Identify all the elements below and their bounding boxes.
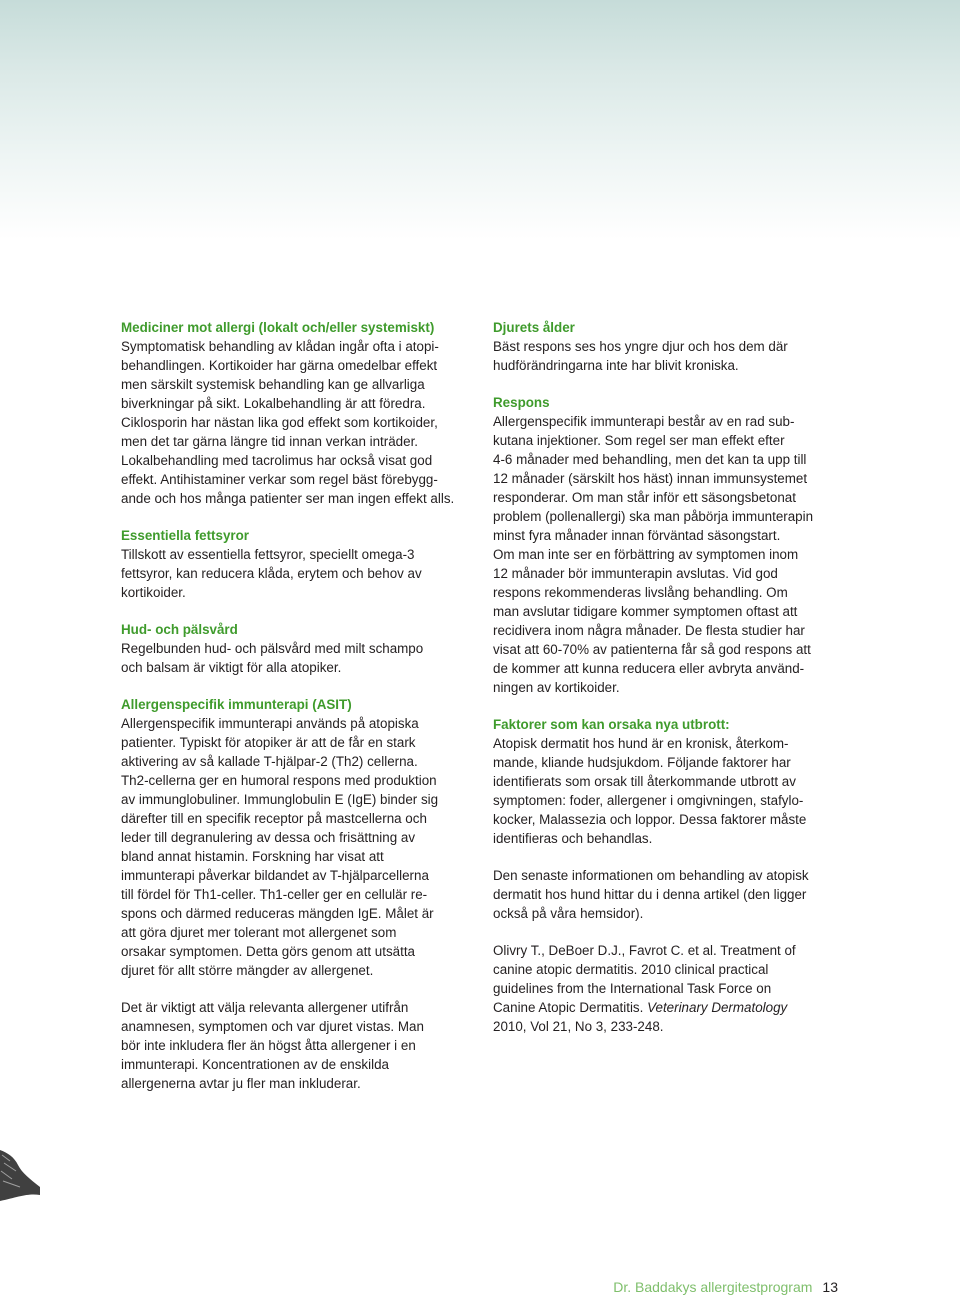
text-line: hudförändringarna inte har blivit kroniska. [493, 358, 739, 373]
text-line: Symptomatisk behandling av klådan ingår ofta i atopi- [121, 339, 439, 354]
section-body-skin-care [121, 639, 473, 677]
section-heading-skin-care: Hud- och pälsvård [121, 622, 238, 637]
text-line: Th2-cellerna ger en humoral respons med produktion [121, 773, 437, 788]
text-line: Olivry T., DeBoer D.J., Favrot C. et al. Treatment of [493, 943, 796, 958]
section-body-animal-age [493, 337, 843, 375]
text-line: 2010, Vol 21, No 3, 233-248. [493, 1019, 664, 1034]
text-line: Allergenspecifik immunterapi består av en rad sub- [493, 414, 795, 429]
text-line: till fördel för Th1-celler. Th1-celler ger en cellulär re- [121, 887, 428, 902]
text-line: immunterapi påverkar bildandet av T-hjälparcellerna [121, 868, 429, 883]
section-skin-care [121, 620, 473, 677]
text-line: 12 månader bör immunterapin avslutas. Vid god [493, 566, 778, 581]
text-line: Om man inte ser en förbättring av symptomen inom [493, 547, 799, 562]
text-line: Allergenspecifik immunterapi används på atopiska [121, 716, 419, 731]
right-column [493, 318, 843, 1054]
left-column [121, 318, 473, 1111]
text-line: identifieras och behandlas. [493, 831, 653, 846]
section-heading-animal-age: Djurets ålder [493, 320, 575, 335]
text-line: Bäst respons ses hos yngre djur och hos dem där [493, 339, 788, 354]
section-heading-flare-factors: Faktorer som kan orsaka nya utbrott: [493, 717, 730, 732]
text-line: och balsam är viktigt för alla atopiker. [121, 660, 342, 675]
text-line: mande, kliande hudsjukdom. Följande faktorer har [493, 755, 791, 770]
section-body-asit-allergen-selection [121, 998, 473, 1093]
text-line: recidivera inom några månader. De flesta studier har [493, 623, 805, 638]
text-line: bör inte inkludera fler än högst åtta allergener i en [121, 1038, 416, 1053]
text-line: fettsyror, kan reducera klåda, erytem och behov av [121, 566, 422, 581]
dog-fur-decoration [0, 1135, 40, 1205]
text-line: Lokalbehandling med tacrolimus har också visat god [121, 453, 433, 468]
journal-title: Veterinary Dermatology [647, 1000, 788, 1015]
section-animal-age [493, 318, 843, 375]
text-line: Atopisk dermatit hos hund är en kronisk, återkom- [493, 736, 789, 751]
header-gradient-band [0, 0, 960, 240]
text-line: också på våra hemsidor). [493, 906, 644, 921]
text-line: dermatit hos hund hittar du i denna artikel (den ligger [493, 887, 807, 902]
text-line: canine atopic dermatitis. 2010 clinical practical [493, 962, 769, 977]
text-line: anamnesen, symptomen och var djuret vistas. Man [121, 1019, 424, 1034]
section-heading-fatty-acids: Essentiella fettsyror [121, 528, 250, 543]
text-line: patienter. Typiskt för atopiker är att de får en stark [121, 735, 416, 750]
text-line: allergenerna avtar ju fler man inkluderar. [121, 1076, 361, 1091]
text-line: kutana injektioner. Som regel ser man effekt efter [493, 433, 785, 448]
text-line: Regelbunden hud- och pälsvård med milt schampo [121, 641, 424, 656]
text-line: kortikoider. [121, 585, 186, 600]
text-line: spons och därmed reduceras mängden IgE. Målet är [121, 906, 434, 921]
section-fatty-acids [121, 526, 473, 602]
text-line: kocker, Malassezia och loppor. Dessa faktorer måste [493, 812, 807, 827]
publication-title: Dr. Baddakys allergitestprogram [613, 1279, 813, 1295]
reference-citation [493, 941, 843, 1036]
text-line [493, 998, 843, 1017]
section-heading-medicines: Mediciner mot allergi (lokalt och/eller systemiskt) [121, 320, 435, 335]
text-line: 4-6 månader med behandling, men det kan ta upp till [493, 452, 807, 467]
text-line: problem (pollenallergi) ska man påbörja immunterapin [493, 509, 814, 524]
section-body-medicines [121, 337, 473, 508]
page-footer [560, 1278, 838, 1296]
section-heading-response: Respons [493, 395, 550, 410]
text-line: de kommer att kunna reducera eller avbryta använd- [493, 661, 805, 676]
text-line: orsakar symptomen. Detta görs genom att utsätta [121, 944, 415, 959]
text-line: behandlingen. Kortikoider har gärna omedelbar effekt [121, 358, 438, 373]
page-number: 13 [822, 1279, 838, 1295]
text-line: men det tar gärna längre tid innan verkan inträder. [121, 434, 419, 449]
text-line: av immunglobuliner. Immunglobulin E (IgE) binder sig [121, 792, 439, 807]
text-line: därefter till en specifik receptor på mastcellerna och [121, 811, 427, 826]
section-body-fatty-acids [121, 545, 473, 602]
text-line: bland annat histamin. Forskning har visat att [121, 849, 384, 864]
section-flare-factors [493, 715, 843, 1036]
text-line: aktivering av så kallade T-hjälpar-2 (Th2) cellerna. [121, 754, 418, 769]
text-line: 12 månader (särskilt hos häst) innan immunsystemet [493, 471, 808, 486]
section-asit [121, 695, 473, 1093]
text-line: men särskilt systemisk behandling kan ge allvarliga [121, 377, 425, 392]
section-response [493, 393, 843, 697]
text-line: ningen av kortikoider. [493, 680, 620, 695]
text-line: immunterapi. Koncentrationen av de enskilda [121, 1057, 389, 1072]
text-line: biverkningar på sikt. Lokalbehandling är att föredra. [121, 396, 426, 411]
text-line: identifierats som orsak till återkommande utbrott av [493, 774, 796, 789]
text-line: Den senaste informationen om behandling av atopisk [493, 868, 809, 883]
section-heading-asit: Allergenspecifik immunterapi (ASIT) [121, 697, 352, 712]
text-line: Det är viktigt att välja relevanta allergener utifrån [121, 1000, 409, 1015]
text-line: djuret för allt större mängder av allergenet. [121, 963, 374, 978]
text-line: effekt. Antihistaminer verkar som regel bäst förebygg- [121, 472, 438, 487]
section-body-asit [121, 714, 473, 980]
text-line: guidelines from the International Task Force on [493, 981, 772, 996]
section-body-flare-factors [493, 734, 843, 848]
text-line: minst fyra månader innan förväntad säsongstart. [493, 528, 781, 543]
text-line: Tillskott av essentiella fettsyror, speciellt omega-3 [121, 547, 415, 562]
text-line: att göra djuret mer tolerant mot allergenet som [121, 925, 397, 940]
text-line: Ciklosporin har nästan lika god effekt som kortikoider, [121, 415, 438, 430]
section-body-response [493, 412, 843, 697]
text-line: man avslutar tidigare kommer symptomen oftast att [493, 604, 798, 619]
text-line: ande och hos många patienter ser man ingen effekt alls. [121, 491, 455, 506]
text-line: symptomen: foder, allergener i omgivningen, stafylo- [493, 793, 804, 808]
reference-text: Canine Atopic Dermatitis. [493, 1000, 648, 1015]
section-medicines [121, 318, 473, 508]
text-line: visat att 60-70% av patienterna får så god respons att [493, 642, 811, 657]
section-body-latest-info [493, 866, 843, 923]
text-line: leder till degranulering av dessa och frisättning av [121, 830, 416, 845]
text-line: responderar. Om man står inför ett säsongsbetonat [493, 490, 796, 505]
text-line: respons rekommenderas livslång behandling. Om [493, 585, 788, 600]
